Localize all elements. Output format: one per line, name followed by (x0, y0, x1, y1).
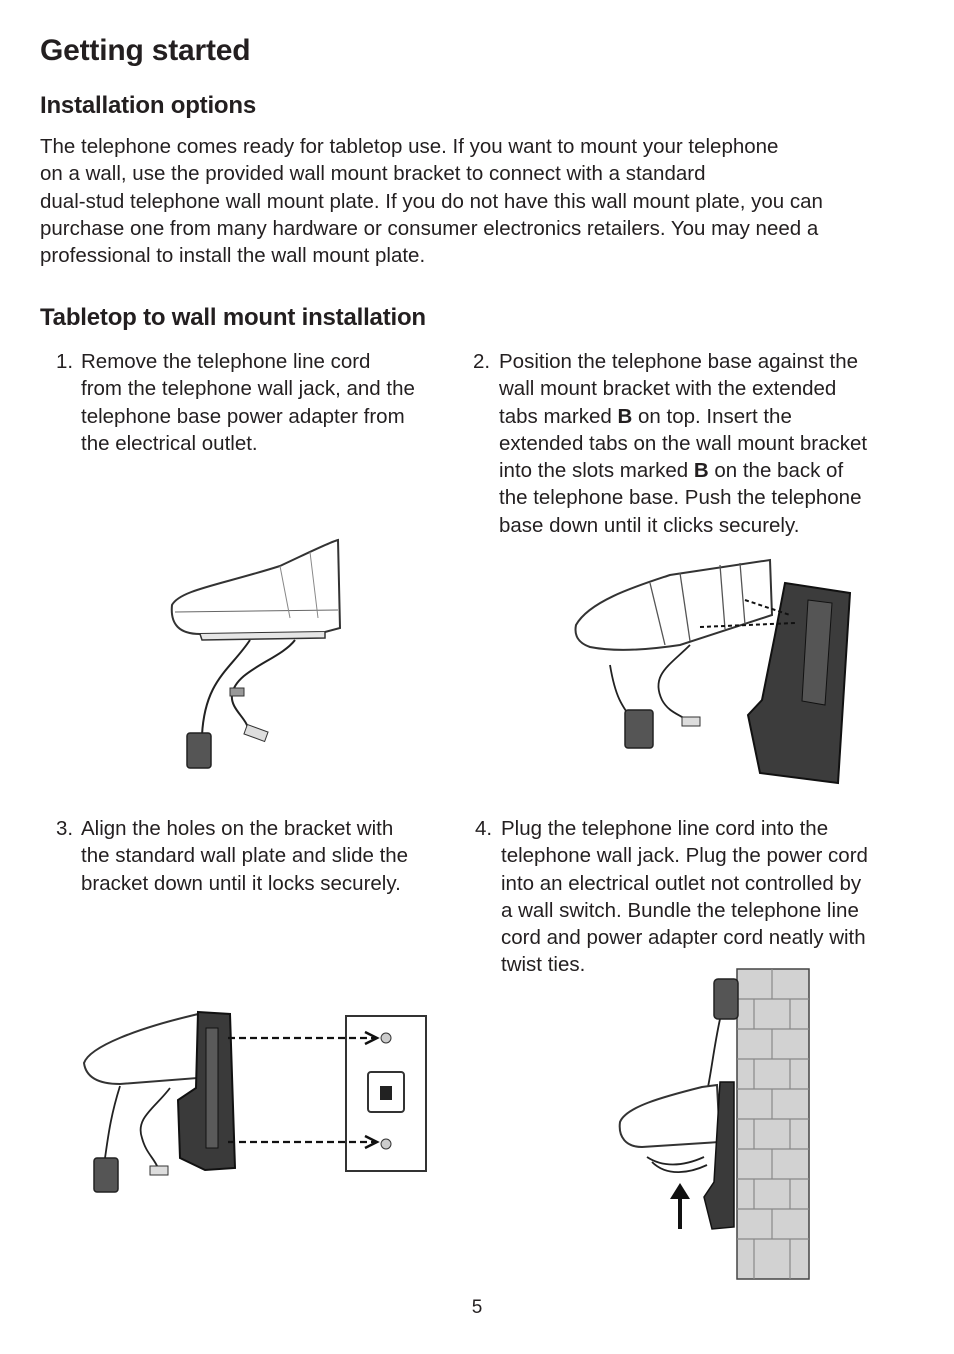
step-number: 3. (56, 817, 74, 840)
step-line: Align the holes on the bracket with (81, 817, 394, 840)
step-line: into an electrical outlet not controlled by (501, 871, 862, 895)
step-line: from the telephone wall jack, and the (81, 377, 415, 401)
section-heading-tabletop-to-wall: Tabletop to wall mount installation (40, 304, 426, 331)
intro-line: dual-stud telephone wall mount plate. If you do not have this wall mount plate, you can (40, 189, 823, 213)
power-adapter (714, 979, 738, 1019)
telephone-base (576, 560, 772, 650)
bold-marker-b: B (693, 459, 709, 483)
step-line: the electrical outlet. (81, 431, 258, 455)
power-adapter (625, 710, 653, 748)
brick-wall (737, 969, 809, 1279)
step-line: wall mount bracket with the extended (499, 377, 837, 401)
step-number: 1. (56, 350, 74, 373)
step-line: a wall switch. Bundle the telephone line (501, 898, 859, 922)
step-line: tabs marked B on top. Insert the (499, 404, 792, 428)
step-line: the standard wall plate and slide the (81, 844, 409, 868)
power-adapter (94, 1158, 118, 1192)
step-number: 2. (473, 350, 491, 373)
intro-line: professional to install the wall mount plate. (40, 244, 426, 268)
section-heading-installation-options: Installation options (40, 92, 256, 119)
step-line: twist ties. (501, 953, 586, 977)
figure-base-attach-to-bracket (570, 555, 855, 790)
step-line: into the slots marked B on the back of (499, 459, 844, 483)
wall-plate-hole-bottom (381, 1139, 391, 1149)
intro-line: on a wall, use the provided wall mount bracket to connect with a standard (40, 162, 706, 186)
page-title: Getting started (40, 34, 251, 67)
power-cord (708, 1019, 720, 1087)
step-line: extended tabs on the wall mount bracket (499, 431, 868, 455)
figure-telephone-base-with-cords (160, 530, 360, 775)
page-number: 5 (471, 1297, 483, 1318)
intro-paragraph (40, 133, 920, 269)
telephone-base (620, 1085, 720, 1147)
modular-plug (244, 725, 268, 742)
power-cord (232, 640, 295, 732)
modular-plug (682, 717, 700, 726)
step-line: bracket down until it locks securely. (81, 871, 401, 895)
figure-wall-mounted-telephone-brick-wall (612, 967, 817, 1285)
wall-plate-hole-top (381, 1033, 391, 1043)
telephone-base (84, 1014, 198, 1084)
step-line: telephone wall jack. Plug the power cord (501, 844, 868, 868)
modular-plug (150, 1166, 168, 1175)
bundled-cords (647, 1157, 707, 1172)
step-line: the telephone base. Push the telephone (499, 486, 862, 510)
step-line: cord and power adapter cord neatly with (501, 926, 866, 950)
intro-line: purchase one from many hardware or consumer electronics retailers. You may need a (40, 216, 819, 240)
step-line: telephone base power adapter from (81, 404, 405, 428)
figure-bracket-align-wall-plate (80, 1008, 430, 1198)
intro-line: The telephone comes ready for tabletop use. If you want to mount your telephone (40, 135, 779, 158)
step-line: Remove the telephone line cord (81, 350, 371, 373)
bold-marker-b: B (617, 404, 633, 428)
power-adapter (187, 733, 211, 768)
telephone-base (172, 540, 340, 634)
step-line: Plug the telephone line cord into the (501, 817, 829, 840)
step-line: base down until it clicks securely. (499, 513, 800, 537)
step-number: 4. (475, 817, 493, 840)
step-line: Position the telephone base against the (499, 350, 859, 373)
